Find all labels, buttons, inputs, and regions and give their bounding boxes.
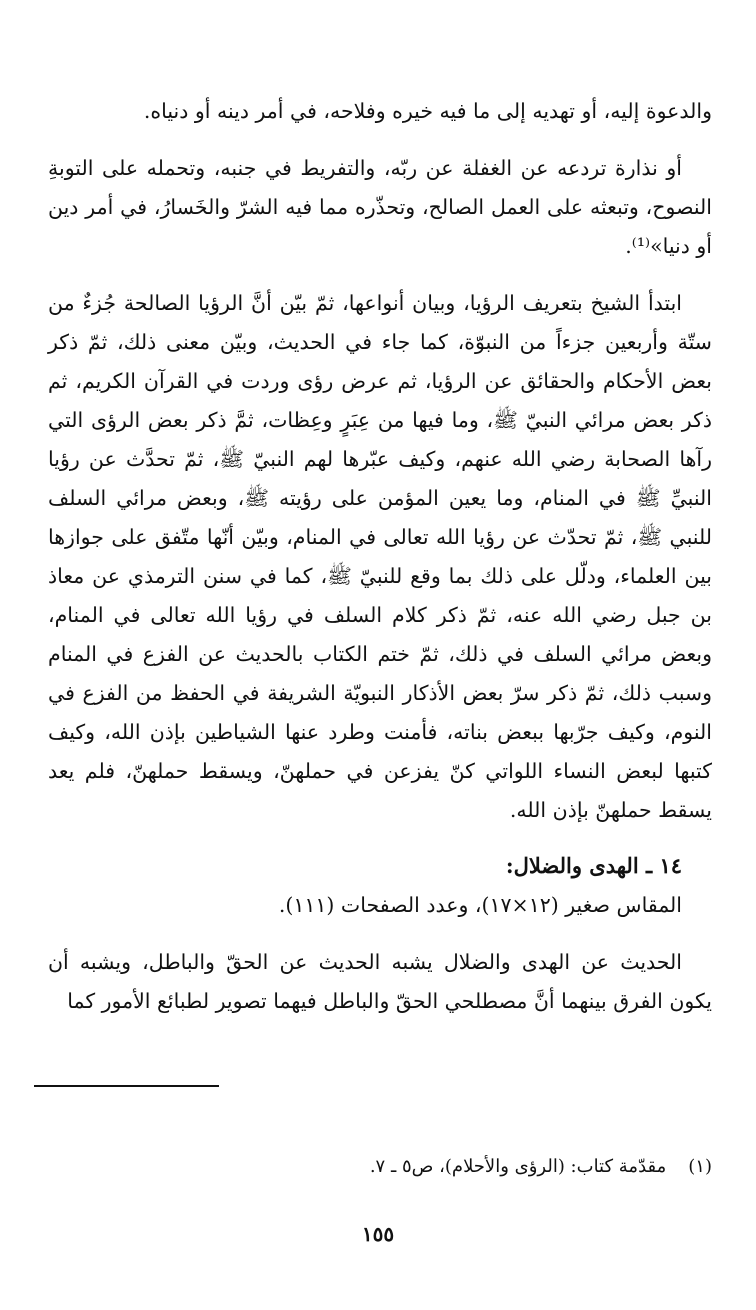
paragraph-quote-end: أو نذارة تردعه عن الغفلة عن ربّه، والتفريط في جنبه، وتحمله على التوبةِ النصوح، وتبعثه على العمل الصالح، وتحذّره مما فيه الشرّ والخَسارُ، في أمر دين أو دنيا»⁽¹⁾.: [48, 156, 712, 258]
footnote-divider: [34, 1085, 219, 1087]
section-body-paragraph: الحديث عن الهدى والضلال يشبه الحديث عن الحقّ والباطل، ويشبه أن يكون الفرق بينهما أنَّ مصطلحي الحقّ والباطل فيهما تصوير لطبائع الأمور كما: [48, 950, 712, 1013]
footnote-text: مقدّمة كتاب: (الرؤى والأحلام)، ص٥ ـ ٧.: [369, 1156, 667, 1177]
paragraph-continuation: والدعوة إليه، أو تهديه إلى ما فيه خيره وفلاحه، في أمر دينه أو دنياه.: [143, 99, 712, 123]
footnote: [48, 1152, 712, 1182]
footnote-number: (١): [688, 1156, 712, 1177]
section-book-info: المقاس صغير (١٢×١٧)، وعدد الصفحات (١١١).: [278, 893, 682, 917]
section-heading: ١٤ ـ الهدى والضلال:: [505, 853, 682, 878]
paragraph-book-summary: ابتدأ الشيخ بتعريف الرؤيا، وبيان أنواعها، ثمّ بيّن أنَّ الرؤيا الصالحة جُزءٌ من ستّة وأربعين جزءاً من النبوّة، كما جاء في الحديث، وبيّن معنى ذلك، ثمّ ذكر بعض الأحكام والحقائق عن الرؤيا، ثم عرض رؤى وردت في القرآن الكريم، ثم ذكر بعض مرائي النبيّ ﷺ، وما فيها من عِبَرٍ وعِظات، ثمَّ ذكر بعض الرؤى التي رآها الصحابة رضي الله عنهم، وكيف عبّرها لهم النبيّ ﷺ، ثمّ تحدَّث عن رؤيا النبيِّ ﷺ في المنام، وما يعين المؤمن على رؤيته ﷺ، وبعض مرائي السلف للنبي ﷺ، ثمّ تحدّث عن رؤيا الله تعالى في المنام، وبيّن أنّها متّفق على جوازها بين العلماء، ودلّل على ذلك بما وقع للنبيّ ﷺ، كما في سنن الترمذي عن معاذ بن جبل رضي الله عنه، ثمّ ذكر كلام السلف في رؤيا الله تعالى في المنام، وبعض مرائي السلف في ذلك، ثمّ ختم الكتاب بالحديث عن الفزع في المنام وسبب ذلك، ثمّ ذكر سرّ بعض الأذكار النبويّة الشريفة في الحفظ من الفزع في النوم، وكيف جرّبها ببعض بناته، فأمنت وطرد عنها الشياطين بإذن الله، وكيف كتبها لبعض النساء اللواتي كنّ يفزعن في حملهنّ، ويسقط حملهنّ، فلم يعد يسقط حملهنّ بإذن الله.: [48, 291, 712, 822]
page-body: [48, 92, 712, 1021]
page-number: ١٥٥: [361, 1222, 395, 1246]
